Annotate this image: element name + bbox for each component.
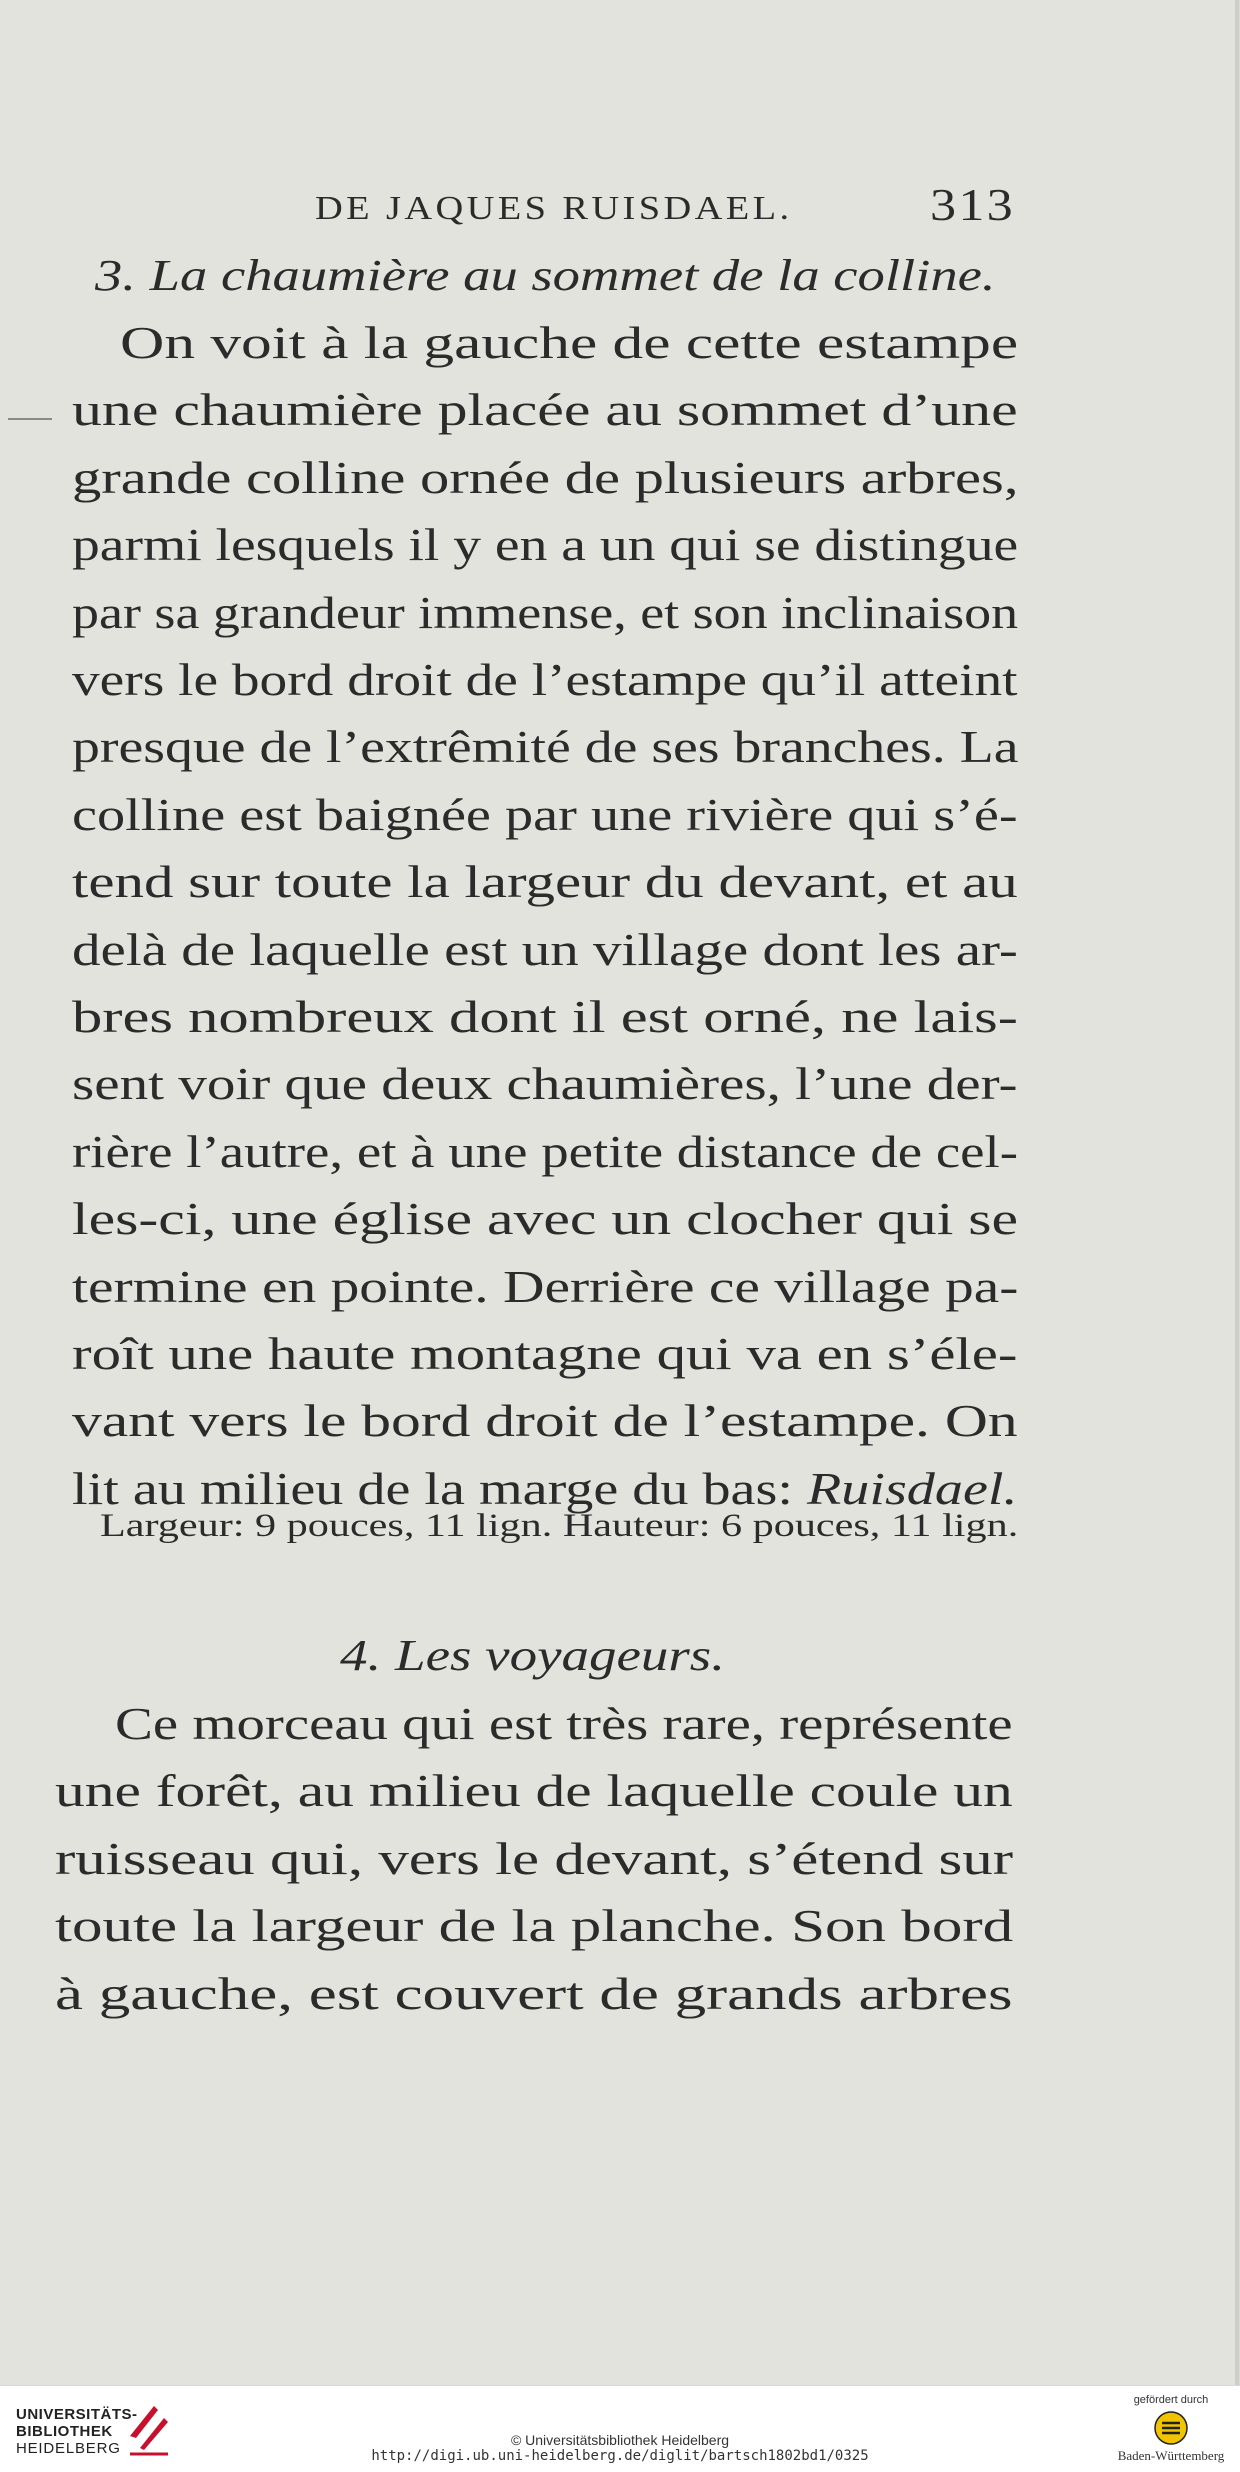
sponsor-block — [1116, 2394, 1226, 2464]
viewer-footer — [0, 2385, 1240, 2472]
page-number: 313 — [930, 179, 1015, 230]
coat-of-arms-icon — [1153, 2410, 1189, 2446]
permalink[interactable]: http://digi.ub.uni-heidelberg.de/diglit/bartsch1802bd1/0325 — [371, 2448, 869, 2464]
margin-pencil-mark — [8, 418, 52, 420]
entry-title-4: 4. Les voyageurs. — [340, 1631, 725, 1680]
entry-3-line: tend sur toute la largeur du devant, et au — [72, 856, 1018, 908]
sponsor-label: gefördert durch — [1133, 2394, 1209, 2406]
entry-3-line: une chaumière placée au sommet d’une — [72, 384, 1018, 436]
library-name-line1: UNIVERSITÄTS- — [16, 2406, 138, 2423]
entry-3-last-line — [72, 1462, 1018, 1515]
entry-3-line: vant vers le bord droit de l’estampe. On — [72, 1395, 1018, 1447]
entry-3-line: vers le bord droit de l’estampe qu’il atteint — [72, 654, 1018, 705]
entry-3-line: rière l’autre, et à une petite distance de cel- — [72, 1125, 1019, 1177]
entry-3-line: par sa grandeur immense, et son inclinaison — [72, 586, 1019, 638]
entry-3-last-line-text: lit au milieu de la marge du bas: — [72, 1462, 807, 1514]
entry-4-line: Ce morceau qui est très rare, représente — [115, 1698, 1013, 1749]
entry-3-line: bres nombreux dont il est orné, ne lais- — [72, 991, 1018, 1042]
entry-4-line: ruisseau qui, vers le devant, s’étend sur — [55, 1832, 1014, 1884]
copyright-text: © Universitätsbibliothek Heidelberg — [510, 2432, 730, 2448]
entry-3-line: roît une haute montagne qui va en s’éle- — [72, 1328, 1018, 1379]
entry-4-line: à gauche, est couvert de grands arbres — [55, 1967, 1013, 2019]
entry-4-line: toute la largeur de la planche. Son bord — [55, 1900, 1014, 1952]
entry-3-line: presque de l’extrêmité de ses branches. La — [72, 721, 1019, 773]
entry-4-line: une forêt, au milieu de laquelle coule un — [55, 1765, 1013, 1817]
running-title: DE JAQUES RUISDAEL. — [315, 190, 793, 227]
entry-3-dimensions: Largeur: 9 pouces, 11 lign. Hauteur: 6 pouces, 11 lign. — [100, 1508, 1019, 1544]
signature-inscription: Ruisdael. — [806, 1462, 1018, 1514]
entry-3-line: termine en pointe. Derrière ce village pa- — [72, 1260, 1019, 1312]
footer-credits — [0, 2432, 1240, 2464]
entry-3-line: grande colline ornée de plusieurs arbres, — [72, 451, 1019, 503]
library-name-line2: BIBLIOTHEK — [16, 2423, 113, 2440]
library-name-line3: HEIDELBERG — [16, 2440, 121, 2457]
entry-title-3: 3. La chaumière au sommet de la colline. — [95, 251, 996, 300]
entry-3-line: colline est baignée par une rivière qui s’é- — [72, 788, 1018, 840]
entry-3-line: On voit à la gauche de cette estampe — [120, 317, 1019, 368]
entry-3-line: sent voir que deux chaumières, l’une der- — [72, 1058, 1018, 1110]
entry-3-line: delà de laquelle est un village dont les ar- — [72, 923, 1018, 975]
entry-3-line: les-ci, une église avec un clocher qui se — [72, 1193, 1019, 1245]
entry-3-line: parmi lesquels il y en a un qui se distingue — [72, 519, 1019, 571]
sponsor-name: Baden-Württemberg — [1117, 2448, 1225, 2463]
